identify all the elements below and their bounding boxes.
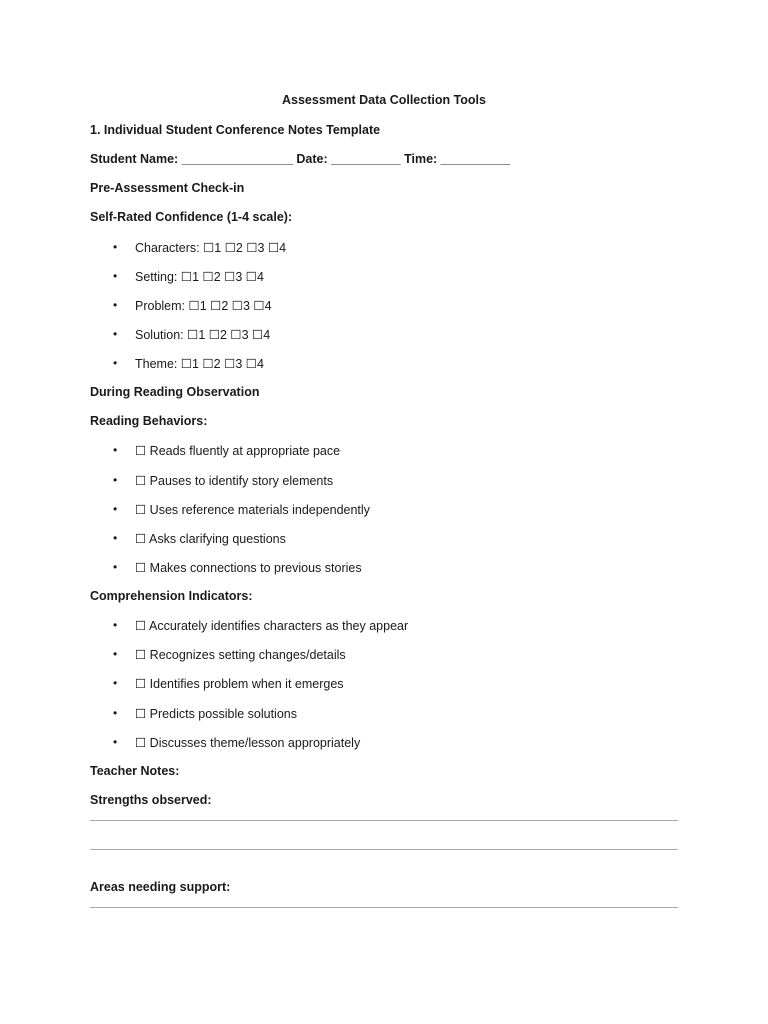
bullet-icon: • — [113, 676, 118, 690]
confidence-item-problem[interactable]: Problem: ☐1 ☐2 ☐3 ☐4 — [135, 299, 272, 313]
pre-assessment-heading: Pre-Assessment Check-in — [90, 181, 245, 195]
bullet-icon: • — [113, 298, 118, 312]
document-title: Assessment Data Collection Tools — [282, 93, 486, 107]
strengths-label: Strengths observed: — [90, 793, 212, 807]
teacher-notes-heading: Teacher Notes: — [90, 764, 180, 778]
student-info-line: Student Name: ________________ Date: __________ Time: __________ — [90, 152, 511, 166]
bullet-icon: • — [113, 502, 118, 516]
bullet-icon: • — [113, 269, 118, 283]
bullet-icon: • — [113, 706, 118, 720]
bullet-icon: • — [113, 240, 118, 254]
bullet-icon: • — [113, 560, 118, 574]
section-heading: 1. Individual Student Conference Notes Template — [90, 123, 381, 137]
comprehension-heading: Comprehension Indicators: — [90, 589, 253, 603]
comprehension-checkbox-item[interactable]: ☐ Accurately identifies characters as they appear — [135, 619, 409, 633]
behavior-checkbox-item[interactable]: ☐ Uses reference materials independently — [135, 503, 370, 517]
during-reading-heading: During Reading Observation — [90, 385, 260, 399]
bullet-icon: • — [113, 618, 118, 632]
support-label: Areas needing support: — [90, 880, 231, 894]
behavior-checkbox-item[interactable]: ☐ Reads fluently at appropriate pace — [135, 444, 341, 458]
support-writing-line[interactable] — [90, 907, 678, 908]
confidence-item-solution[interactable]: Solution: ☐1 ☐2 ☐3 ☐4 — [135, 328, 271, 342]
comprehension-checkbox-item[interactable]: ☐ Identifies problem when it emerges — [135, 677, 344, 691]
comprehension-checkbox-item[interactable]: ☐ Discusses theme/lesson appropriately — [135, 736, 361, 750]
strengths-writing-line[interactable] — [90, 820, 678, 821]
behavior-checkbox-item[interactable]: ☐ Pauses to identify story elements — [135, 474, 334, 488]
bullet-icon: • — [113, 443, 118, 457]
behavior-checkbox-item[interactable]: ☐ Makes connections to previous stories — [135, 561, 362, 575]
confidence-item-setting[interactable]: Setting: ☐1 ☐2 ☐3 ☐4 — [135, 270, 264, 284]
bullet-icon: • — [113, 647, 118, 661]
confidence-subheading: Self-Rated Confidence (1-4 scale): — [90, 210, 293, 224]
bullet-icon: • — [113, 531, 118, 545]
bullet-icon: • — [113, 327, 118, 341]
strengths-writing-line[interactable] — [90, 849, 678, 850]
comprehension-checkbox-item[interactable]: ☐ Predicts possible solutions — [135, 707, 297, 721]
confidence-item-characters[interactable]: Characters: ☐1 ☐2 ☐3 ☐4 — [135, 241, 287, 255]
confidence-item-theme[interactable]: Theme: ☐1 ☐2 ☐3 ☐4 — [135, 357, 264, 371]
bullet-icon: • — [113, 356, 118, 370]
bullet-icon: • — [113, 473, 118, 487]
behavior-checkbox-item[interactable]: ☐ Asks clarifying questions — [135, 532, 286, 546]
comprehension-checkbox-item[interactable]: ☐ Recognizes setting changes/details — [135, 648, 346, 662]
reading-behaviors-heading: Reading Behaviors: — [90, 414, 208, 428]
bullet-icon: • — [113, 735, 118, 749]
